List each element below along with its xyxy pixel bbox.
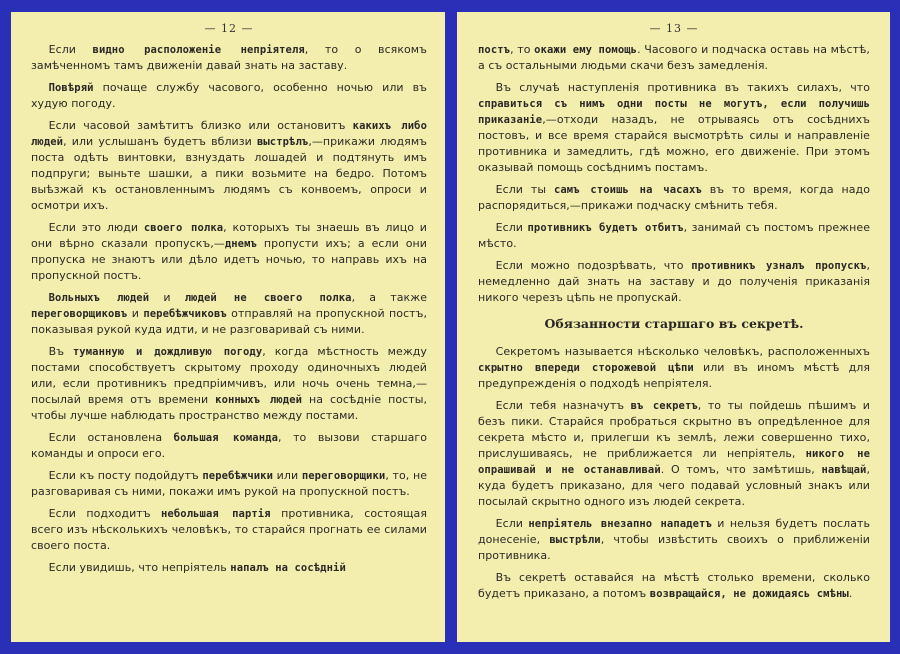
emphasized-text: переговорщики — [301, 470, 386, 482]
text-run: или — [273, 469, 302, 482]
paragraph — [31, 468, 427, 500]
text-run: Если тебя назначутъ — [495, 399, 631, 412]
right-page — [457, 12, 890, 642]
page-number-left: — 12 — — [204, 22, 254, 35]
emphasized-text: большая команда — [173, 432, 278, 444]
text-run: Если можно подозрѣвать, что — [495, 259, 692, 272]
text-run: Въ — [48, 345, 73, 358]
paragraph — [31, 220, 427, 284]
emphasized-text: навѣщай — [821, 464, 867, 476]
text-run: и — [149, 291, 185, 304]
paragraph — [31, 118, 427, 214]
left-page-text — [31, 42, 427, 576]
text-run: Если остановлена — [48, 431, 174, 444]
emphasized-text: Вольныхъ людей — [48, 292, 150, 304]
text-run: Въ случаѣ наступленія противника въ такихъ силахъ, что — [495, 81, 870, 94]
emphasized-text: Повѣряй — [48, 82, 94, 94]
paragraph — [31, 344, 427, 424]
text-run: и нельзя будетъ послать донесеніе, — [478, 517, 870, 546]
text-run: , то о всякомъ замѣченномъ тамъ движеніи давай знать на заставу. — [31, 43, 427, 72]
paragraph — [478, 570, 870, 602]
paragraph — [478, 344, 870, 392]
emphasized-text: самъ стоишь на часахъ — [553, 184, 702, 196]
emphasized-text: переговорщиковъ — [31, 308, 128, 320]
text-run: , или услышанъ будетъ вблизи — [63, 135, 257, 148]
emphasized-text: постъ — [478, 44, 511, 56]
text-run: , которыхъ ты знаешь въ лицо и они вѣрно сказали пропускъ,— — [31, 221, 427, 250]
paragraph — [478, 42, 870, 74]
text-run: Секретомъ называется нѣсколько человѣкъ, расположенныхъ — [495, 345, 870, 358]
text-run: ,—отходи назадъ, не отрываясь отъ сосѣднихъ постовъ, и все время старайся высмотрѣть силы и направленіе противника и замедлить, гдѣ можно, его движеніе. При этомъ оказывай помощь сосѣднимъ постамъ. — [478, 113, 870, 174]
page-number-right: — 13 — — [649, 22, 699, 35]
paragraph — [478, 182, 870, 214]
text-run: . О томъ, что замѣтишь, — [660, 463, 822, 476]
emphasized-text: непріятель внезапно нападетъ — [528, 518, 712, 530]
text-run: Если къ посту подойдутъ — [48, 469, 203, 482]
text-run: Если — [495, 221, 528, 234]
emphasized-text: людей не своего полка — [184, 292, 352, 304]
emphasized-text: никого не опрашивай и не останавливай — [478, 448, 871, 476]
right-page-text-bottom — [478, 344, 870, 602]
text-run: , немедленно дай знать на заставу и до полученія приказанія никого черезъ цѣпь не пропускай. — [478, 259, 870, 304]
paragraph — [478, 398, 870, 510]
text-run: Если — [48, 43, 93, 56]
emphasized-text: видно расположеніе непріятеля — [92, 44, 305, 56]
paragraph — [478, 258, 870, 306]
text-run: Въ секретѣ оставайся на мѣстѣ столько времени, сколько будетъ приказано, а потомъ — [478, 571, 870, 600]
emphasized-text: небольшая партія — [161, 508, 271, 520]
emphasized-text: туманную и дождливую погоду — [72, 346, 263, 358]
text-run: почаще службу часового, особенно ночью или въ худую погоду. — [31, 81, 427, 110]
paragraph — [31, 560, 427, 576]
text-run: пропусти ихъ; а если они пропуска не знаютъ или дѣло идетъ ночью, то направь ихъ на пропускной постъ. — [31, 237, 428, 282]
emphasized-text: выстрѣлъ — [256, 136, 309, 148]
text-run: , чтобы извѣстить своихъ о приближеніи противника. — [478, 533, 870, 562]
text-run: , а также — [351, 291, 428, 304]
emphasized-text: возвращайся, не дожидаясь смѣны — [649, 588, 849, 600]
text-run: Если это люди — [48, 221, 144, 234]
left-page — [11, 12, 445, 642]
text-run: , куда будетъ приказано, для чего подавай условный знакъ или посылай скрытно одного изъ людей секрета. — [478, 463, 870, 508]
emphasized-text: днемъ — [224, 238, 257, 250]
right-page-text-top — [478, 42, 870, 306]
emphasized-text: противникъ узналъ пропускъ — [691, 260, 867, 272]
text-run: , когда мѣстность между постами способствуетъ скрытому проходу одиночныхъ людей или, если противникъ предпріимчивъ, или ночь очень темна,—посылай время отъ времени — [31, 345, 427, 406]
paragraph — [31, 42, 427, 74]
paragraph — [31, 506, 427, 554]
paragraph — [31, 80, 427, 112]
text-run: ,—прикажи людямъ поста одѣть винтовки, взнуздать лошадей и подтянуть имъ подпруги; выньте шашки, а пики возьмите на бедро. Потомъ выѣзжай къ остановленнымъ людямъ съ конвоемъ, опроси и осмотри ихъ. — [31, 135, 427, 212]
text-run: Если — [495, 517, 529, 530]
text-run: , то, не разговаривая съ ними, покажи имъ рукой на пропускной постъ. — [31, 469, 428, 498]
emphasized-text: скрытно впереди сторожевой цѣпи — [478, 362, 694, 374]
emphasized-text: въ секретъ — [630, 400, 698, 412]
emphasized-text: конныхъ людей — [215, 394, 303, 406]
emphasized-text: противникъ будетъ отбитъ — [527, 222, 684, 234]
section-heading: Обязанности старшаго въ секретѣ. — [544, 316, 804, 331]
text-run: въ то время, когда надо распорядиться,—прикажи подчаску смѣнить тебя. — [478, 183, 870, 212]
text-run: Если ты — [495, 183, 554, 196]
text-run: Если часовой замѣтитъ близко или остановитъ — [48, 119, 353, 132]
emphasized-text: справиться съ нимъ одни посты не могутъ, если получишь приказаніе — [478, 98, 870, 126]
emphasized-text: своего полка — [143, 222, 224, 234]
paragraph — [478, 220, 870, 252]
text-run: на сосѣдніе посты, чтобы лучше наблюдать пространство между постами. — [31, 393, 428, 422]
text-run: , занимай съ постомъ прежнее мѣсто. — [478, 221, 871, 250]
emphasized-text: окажи ему помощь — [534, 44, 638, 56]
paragraph — [478, 516, 870, 564]
text-run: и — [127, 307, 144, 320]
text-run: . Часового и подчаска оставь на мѣстѣ, а съ остальными людьми скачи безъ замедленія. — [478, 43, 870, 72]
text-run: Если подходитъ — [48, 507, 162, 520]
emphasized-text: выстрѣли — [549, 534, 601, 546]
text-run: , то вызови старшаго команды и опроси его. — [31, 431, 427, 460]
emphasized-text: перебѣжчики — [202, 470, 274, 482]
paragraph — [31, 290, 427, 338]
paragraph — [478, 80, 870, 176]
text-run: отправляй на пропускной постъ, показывая рукой куда идти, и не разговаривай съ ними. — [31, 307, 427, 336]
emphasized-text: перебѣжчиковъ — [143, 308, 227, 320]
text-run: противника, состоящая всего изъ нѣсколькихъ человѣкъ, то старайся прогнать ее силами своего поста. — [31, 507, 428, 552]
emphasized-text: напалъ на сосѣдній — [230, 562, 346, 574]
emphasized-text: какихъ либо людей — [31, 120, 427, 148]
paragraph — [31, 430, 427, 462]
text-run: , то ты пойдешь пѣшимъ и безъ пики. Старайся пробраться скрытно въ опредѣленное для секрета мѣсто и, прилегши къ землѣ, лежи совершенно тихо, прислушиваясь, не приближается ли непріятель, — [478, 399, 870, 460]
text-run: или въ иномъ мѣстѣ для предупрежденія о подходѣ непріятеля. — [478, 361, 870, 390]
text-run: Если увидишь, что непріятель — [48, 561, 231, 574]
text-run: , то — [510, 43, 535, 56]
text-run: . — [848, 587, 853, 600]
